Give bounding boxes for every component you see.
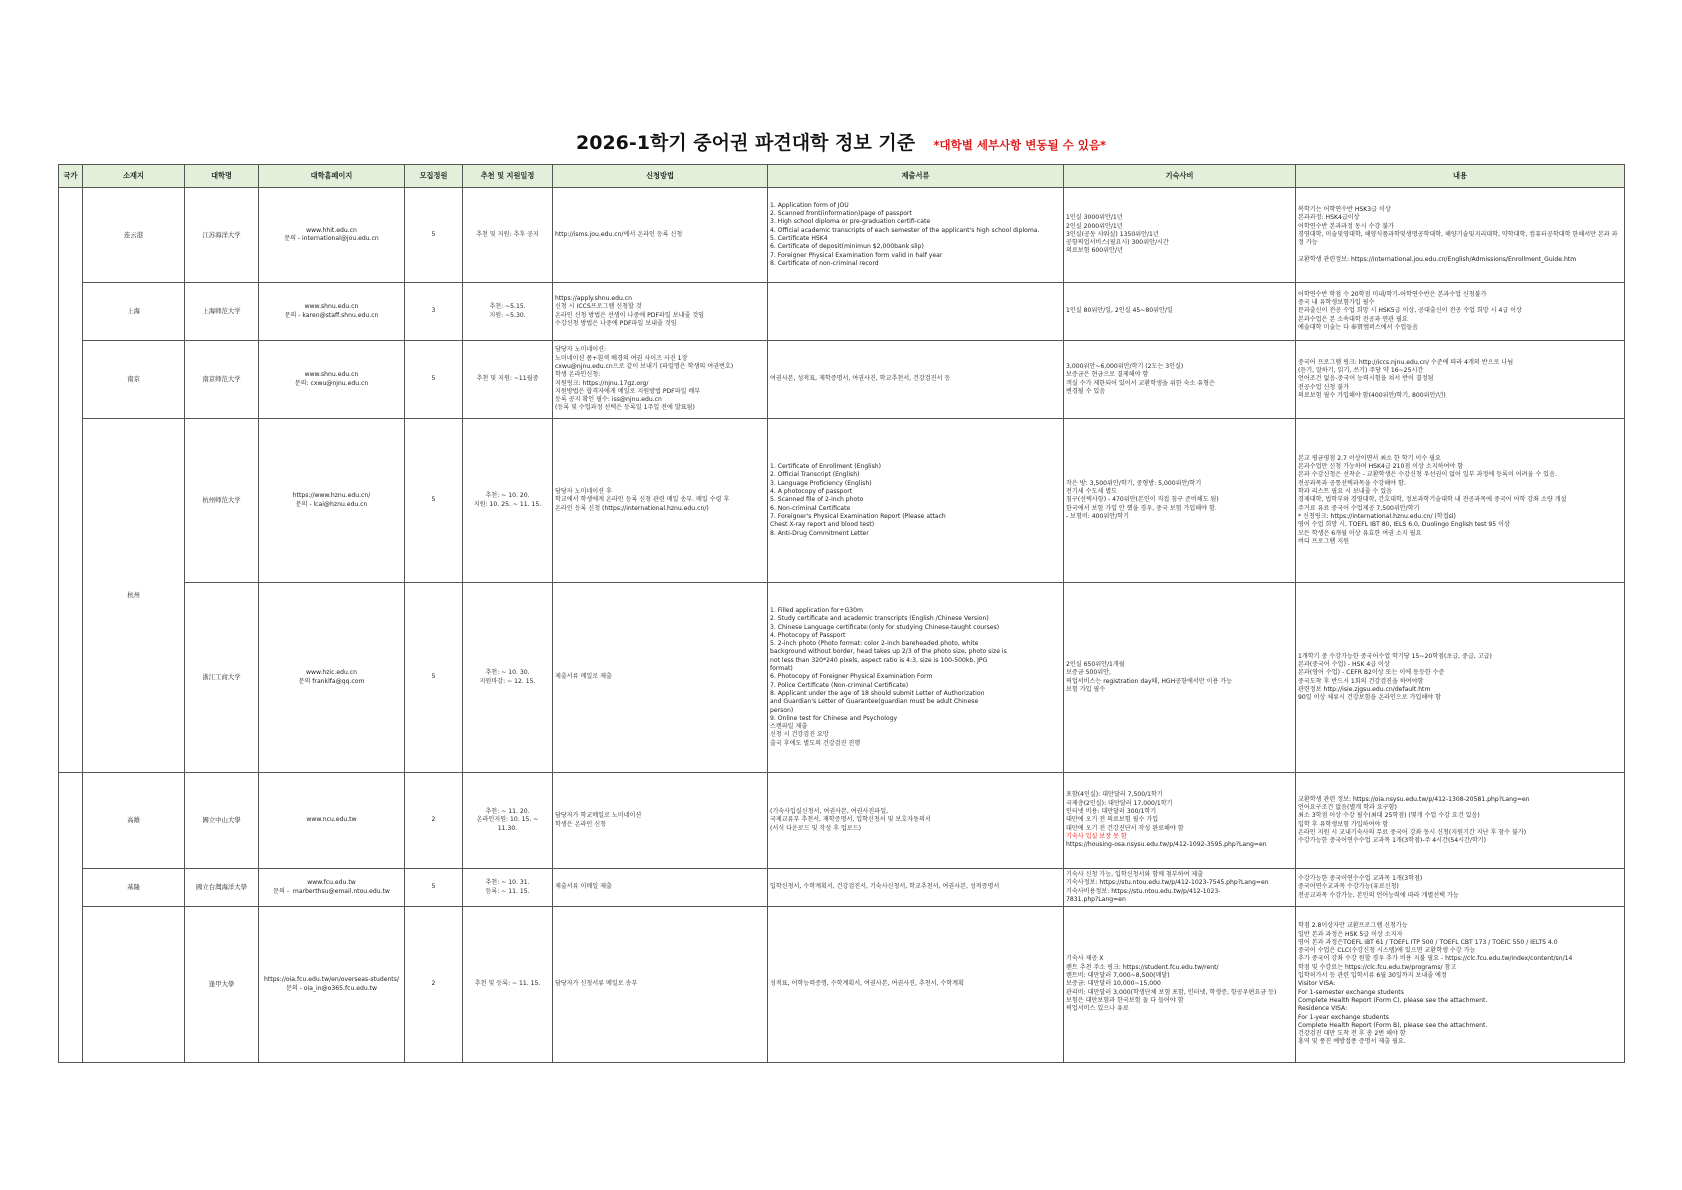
university-cell: 國立台灣海洋大學 [185,869,259,907]
homepage-cell: www.fcu.edu.tw 문의 - marberthsu@email.ntou.edu.tw [259,869,405,907]
documents-cell: 1. Certificate of Enrollment (English) 2. Official Transcript (English) 3. Language Proficiency (English) 4. A photocopy of passport 5. Scanned file of 2-inch photo 6. Non-criminal Certificate 7. Foreigner's Physical Examination Report (Please attach Chest X-ray report and blood test) 8. Anti-Drug Commitment Letter [768,419,1064,583]
table-row [59,583,1625,773]
documents-cell: 입학신청서, 수학계획서, 건강검진서, 기숙사신청서, 학교추천서, 여권사본, 성적증명서 [768,869,1064,907]
location-cell: 杭州 [83,419,185,773]
table-row [59,419,1625,583]
schedule-cell: 추천: ~ 11. 20. 온라인지원: 10. 15. ~ 11.30. [463,773,553,869]
documents-cell: 성적표, 어학능력증명, 수학계획서, 여권사본, 여권사진, 추천서, 수학계획 [768,907,1064,1063]
schedule-cell: 추천: ~ 10. 30. 지원마감: ~ 12. 15. [463,583,553,773]
col-header-location: 소재지 [83,165,185,188]
university-cell: 上海师范大学 [185,283,259,341]
homepage-cell: https://www.hznu.edu.cn/ 문의 - lcai@hznu.edu.cn [259,419,405,583]
document-note: *대학별 세부사항 변동될 수 있음* [933,138,1106,152]
col-header-university: 대학명 [185,165,259,188]
table-row [59,341,1625,419]
dormitory-cell: 작은 방: 3,500위안/학기, 중형방: 5,000위안/학기 전기세 수도세 별도 침구(선택사항) - 470위안(본인이 직접 침구 준비해도 됨) 한국에서 보험 가입 안 했을 경우, 중국 보험 가입해야 함. - 보험비: 400위안/학기 [1064,419,1296,583]
quota-cell: 3 [405,283,463,341]
content-cell: 1개학기 중 수강가능한 중국어수업 학기당 15~20학점(초급, 중급, 고급) 본과(중국어 수업) - HSK 4급 이상 본과(영어 수업) - CEFR B2이상 또는 이에 동등한 수준 중국도착 후 반드시 1회의 건강검진을 하여야함 관련정보 http://isie.zjgsu.edu.cn/default.htm 90일 이상 체류시 건강보험을 온라인으로 가입해야 함 [1296,583,1625,773]
content-cell: 중국어 프로그램 링크: http://iccs.njnu.edu.cn/ 수준에 따라 4개의 반으로 나뉨 (듣기, 말하기, 읽기, 쓰기) 주당 약 16~25시간 언어조건 없음-중국어 능력시험을 쳐서 반이 결정됨 전공수업 신청 불가 의료보험 필수 가입해야 함(400위안/학기, 800위안/년) [1296,341,1625,419]
dormitory-cell: 1인실 80위안/일, 2인실 45~80위안/일 [1064,283,1296,341]
schedule-cell: 추천 및 지원: 추후 공지 [463,188,553,283]
table-row [59,773,1625,869]
university-cell: 浙江工商大学 [185,583,259,773]
document-title: 2026-1학기 중어권 파견대학 정보 기준 [576,132,916,154]
documents-cell: 여권사본, 성적표, 재학증명서, 여권사진, 학교추천서, 건강검진서 등 [768,341,1064,419]
method-cell: https://apply.shnu.edu.cn 신청 시 ICCS프로그램 신청할 것 온라인 신청 방법은 선생이 나중에 PDF파일 보내줄 것임 수강신청 방법은 나중에 PDF파일 보내줄 것임 [553,283,768,341]
col-header-country: 국가 [59,165,83,188]
country-cell [59,773,83,1063]
table-row [59,283,1625,341]
method-cell: 담당자가 신청서류 메일로 송부 [553,907,768,1063]
documents-cell: 1. Application form of JOU 2. Scanned front(information)page of passport 3. High school diploma or pre-graduation certifi-cate 4. Official academic transcripts of each semester of the applicant's high school diploma. 5. Certificate HSK4 6. Certificate of deposit(minimun $2,000bank slip) 7. Foreigner Physical Examination form valid in half year 8. Certificate of non-criminal record [768,188,1064,283]
exchange-university-table [58,164,1624,1063]
col-header-documents: 제출서류 [768,165,1064,188]
university-cell: 杭州师范大学 [185,419,259,583]
col-header-quota: 모집정원 [405,165,463,188]
col-header-dormitory: 기숙사비 [1064,165,1296,188]
location-cell: 高雄 [83,773,185,869]
location-cell [83,907,185,1063]
location-cell: 基隆 [83,869,185,907]
documents-cell: 1. Filled application for+G30m 2. Study certificate and academic transcripts (English /Chinese Version) 3. Chinese Language certificate:(only for studying Chinese-taught courses) 4. Photocopy of Passport 5. 2-inch photo (Photo format: color 2-inch bareheaded photo, white background without border, head takes up 2/3 of the photo size, photo size is not less than 320*240 pixels, aspect ratio is 4:3, size is 100-500kb, JPG format) 6. Photocopy of Foreigner Physical Examination Form 7. Police Certificate (Non-criminal Certificate) 8. Applicant under the age of 18 should submit Letter of Authorization and Guardian's Letter of Guarantee(guardian must be adult Chinese person) 9. Online test for Chinese and Psychology 스캔파일 제출 신청 시 건강검진 요망 출국 후에도 별도의 건강검진 진행 [768,583,1064,773]
header-row [59,165,1625,188]
location-cell: 连云港 [83,188,185,283]
university-cell: 江苏海洋大学 [185,188,259,283]
content-cell: 학점 2.8이상자만 교환프로그램 신청가능 일반 본과 과정은 HSK 5급 이상 소지자 영어 본과 과정은TOEFL iBT 61 / TOEFL ITP 500 / TOEFL CBT 173 / TOEIC 550 / IELTS 4.0 중국어 수업은 CLC(수강신청 시스템)에 있으면 교환학생 수강 가능 추가 중국어 강좌 수강 원할 경우 추가 비용 지불 필요 - https://clc.fcu.edu.tw/index/content/sn/14 학점 및 수강료는 https://clc.fcu.edu.tw/programs/ 참고 입학허가서 등 관련 입학서류 6월 30일까지 보내줄 예정 Visitor VISA: For 1-semester exchange students Complete Health Report (Form C), please see the attachment. Residence VISA: For 1-year exchange students Complete Health Report (Form B), please see the attachment. 건강검진 대만 도착 전 후 총 2번 해야 함 홍역 및 풍진 예방접종 증명서 제출 필요. [1296,907,1625,1063]
country-cell [59,188,83,773]
content-cell: 교환학생 관련 정보: https://oia.nsysu.edu.tw/p/412-1308-20581.php?Lang=en 언어요구조건 없음(별개 학과 요구함) 최소 3학점 이상 수강 필수(최대 25학점) (몇개 수업 수강 요건 있음) 입학 후 유학생보험 가입하여야 함 온라인 지원 시 교내기숙사의 무료 중국어 강좌 동시 신청(지원기간 지난 후 참수 불가) 수강가능한 중국어연수수업 교과목 1개(3학점)-주 4시간(54시간/학기) [1296,773,1625,869]
quota-cell: 5 [405,869,463,907]
table-row [59,907,1625,1063]
method-cell: 제출서류 이메일 제출 [553,869,768,907]
location-cell: 上海 [83,283,185,341]
university-cell: 國立中山大學 [185,773,259,869]
dormitory-text: 포함(4인실): 대만달러 7,500/1학기 국제층(2인실): 대만달러 17,000/1학기 인터넷 비용: 대만달러 300/1학기 대만에 오기 전 의료보험 필수 가입 대만에 오기 전 건강진단서 작성 완료해야 함 [1066,791,1184,832]
method-cell: 담당자가 학교메일로 노미네이션 학생은 온라인 신청 [553,773,768,869]
schedule-cell: 추천 및 등록: ~ 11. 15. [463,907,553,1063]
dormitory-warning: 기숙사 입실 보장 못 함 [1066,832,1127,840]
schedule-cell: 추천 및 지원: ~11월중 [463,341,553,419]
content-cell: 어학연수반 학점 수 20학점 미내/학기-어학연수반은 본과수업 신청불가 중국 내 유학생보험가입 필수 문과출신이 전공 수업 희망 시 HSK5급 이상, 공대출신이 전공 수업 희망 시 4급 이상 본과수업은 본 소속대학 전공과 연관 필요 예술대학 미술는 다 奉贤캠퍼스에서 수업들음 [1296,283,1625,341]
quota-cell: 2 [405,907,463,1063]
quota-cell: 5 [405,583,463,773]
schedule-cell: 추천: ~ 10. 31. 등록: ~ 11. 15. [463,869,553,907]
homepage-cell: www.shnu.edu.cn 문의: cxwu@njnu.edu.cn [259,341,405,419]
col-header-schedule: 추천 및 지원일정 [463,165,553,188]
content-cell: 복학기는 어학연수반 HSK3급 이상 본과과정: HSK4급이상 어학연수반 본과과정 동시 수강 불가 경영대학, 미술및영대학, 해양식품과학및생명공학대학, 해양기술및지리대학, 약학대학, 컴퓨터공학대학 한해서만 본과 과정 가능 교환학생 관련정보: https://international.jou.edu.cn/English/Admissions/Enrollment_Guide.htm [1296,188,1625,283]
homepage-cell: www.hzic.edu.cn 문의 franklfa@qq.com [259,583,405,773]
schedule-cell: 추천: ~5.15. 지원: ~5.30. [463,283,553,341]
documents-cell [768,283,1064,341]
dormitory-cell: 2인실 650위안/1개월 보증금 500위안, 픽업서비스는 registration day때, HGH공항에서만 이용 가능 보험 가입 필수 [1064,583,1296,773]
method-cell: 담당자 노미네이션: 노미네이션 폼+흰색 배경의 여권 사이즈 사진 1장 cxwu@njnu.edu.cn으로 같이 보내기 (파일명은 학생의 여권번호) 학생 온라인신청: 지원링크: https://njnu.17gz.org/ 지원방법은 합격자에게 메일로 지원방법 PDF파일 배부 등록 공지 확인 필수: iss@njnu.edu.cn (등록 및 수업과정 선택은 등록일 1주일 전에 발표됨) [553,341,768,419]
dormitory-cell: 3,000위안~6,000위안/학기 (2도는 3인실) 보증금은 현금으로 결제해야 함 객실 수가 제한되어 있어서 교환학생을 위한 숙소 유형은 변경될 수 있음 [1064,341,1296,419]
col-header-homepage: 대학홈페이지 [259,165,405,188]
table-row [59,188,1625,283]
quota-cell: 5 [405,188,463,283]
quota-cell: 2 [405,773,463,869]
col-header-content: 내용 [1296,165,1625,188]
table-row [59,869,1625,907]
homepage-cell: www.shnu.edu.cn 문의 - karen@staff.shnu.edu.cn [259,283,405,341]
university-cell: 逢甲大學 [185,907,259,1063]
homepage-cell: www.hhit.edu.cn 문의 - international@jou.edu.cn [259,188,405,283]
schedule-cell: 추천: ~ 10. 20. 지원: 10. 25. ~ 11. 15. [463,419,553,583]
method-cell: 담당자 노미네이션 후 학교에서 학생에게 온라인 등록 신청 관련 메일 송부. 메일 수령 후 온라인 등록 신청 (https://international.hznu.edu.cn/) [553,419,768,583]
dormitory-cell: 기숙사 제공 X 렌트 추천 주소 링크: https://student.fcu.edu.tw/rent/ 렌트비: 대만달러 7,000~8,500(매달) 보증금: 대만달러 10,000~15,000 관리비: 대만달러 3,000(학생단체 보험 포함, 인터넷, 학생증, 항공우편요금 등) 보험은 대만보험과 한국보험 둘 다 들어야 함 픽업서비스 있으나 유료 [1064,907,1296,1063]
col-header-method: 신청방법 [553,165,768,188]
location-cell: 南京 [83,341,185,419]
quota-cell: 5 [405,341,463,419]
quota-cell: 5 [405,419,463,583]
homepage-cell: www.ncu.edu.tw [259,773,405,869]
university-cell: 南京师范大学 [185,341,259,419]
content-cell: 본교 평균평점 2.7 이상이면서 최소 한 학기 이수 필요 본과수업만 신청 가능하며 HSK4급 210점 이상 소지하여야 함 본과 수강신청은 선착순 - 교환학생은 수강신청 우선권이 없어 일부 과정에 등록이 어려울 수 있음. 전공과목과 공통선택과목을 수강해야 함. 학과 리스트 필요 시 보내줄 수 있음 경제대학, 법학부와 경영대학, 간호대학, 정보과학기술대학 내 전공과목에 중국어 어학 강좌 소량 개설 주거료 유료 중국어 수업제공 7,500위안/학기 * 신청링크: https://international.hznu.edu.cn/ (학접sl) 영어 수업 희망 시, TOEFL IBT 80, IELS 6.0, Duolingo English test 95 이상 모든 학생은 6개월 이상 유효한 여권 소지 필요 버디 프로그램 지원 [1296,419,1625,583]
homepage-cell: https://oia.fcu.edu.tw/en/overseas-students/ 문의 - oia_in@o365.fcu.edu.tw [259,907,405,1063]
dormitory-cell [1064,773,1296,869]
method-cell: 제출서류 메일로 제출 [553,583,768,773]
method-cell: http://isms.jou.edu.cn/에서 온라인 등록 신청 [553,188,768,283]
title-row [0,128,1682,155]
dormitory-cell: 기숙사 신청 가능, 입학신청서와 함께 첨부하여 제출 기숙사정보: https://stu.ntou.edu.tw/p/412-1023-7545.php?Lang=en 기숙사비용정보: https://stu.ntou.edu.tw/p/412-1023- 7831.php?Lang=en [1064,869,1296,907]
documents-cell: (기숙사입실신청서, 여권사본, 여권사진파일, 국제교류부 추천서, 재학증명서, 입학신청서 및 보호자동의서 (서식 다운로드 및 작성 후 업로드) [768,773,1064,869]
dormitory-link[interactable]: https://housing-osa.nsysu.edu.tw/p/412-1092-3595.php?Lang=en [1066,841,1267,849]
dormitory-cell: 1인실 3000위안/1년 2인실 2000위안/1년 3인실(공동 샤워실) 1350위안/1년 공항픽업서비스(필요시) 300위안/시간 의료보험 600위안/년 [1064,188,1296,283]
content-cell: 수강가능한 중국어연수수업 교과목 1개(3학점) 중국어연수교과목 수강가능(유료신청) 전공교과목 수강가능, 본인의 언어능력에 따라 개별선택 가능 [1296,869,1625,907]
